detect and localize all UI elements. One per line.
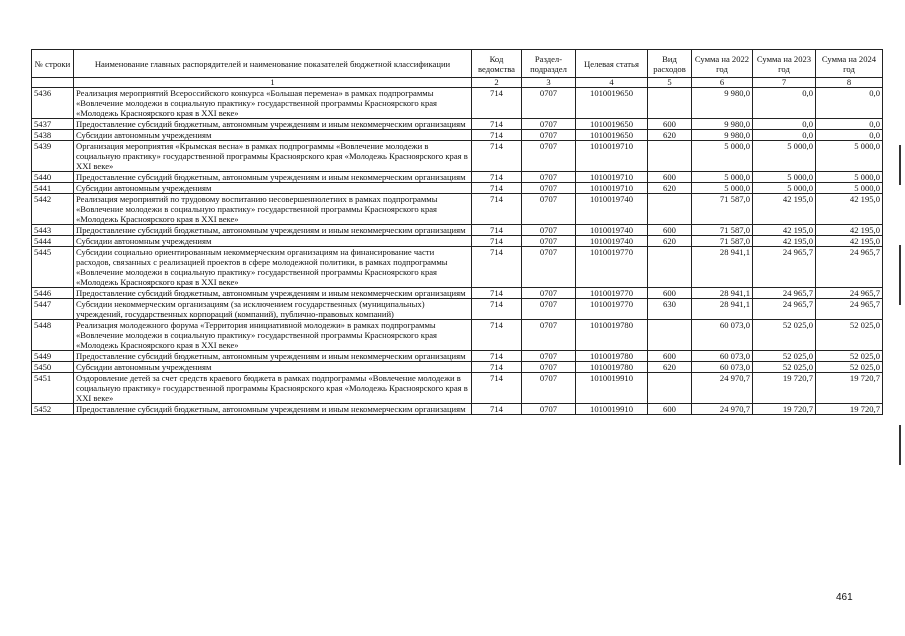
cell-sum-2024: 24 965,7 bbox=[816, 299, 883, 320]
header-row-number: № строки bbox=[32, 50, 74, 78]
cell-dept-code: 714 bbox=[472, 288, 522, 299]
cell-sum-2024: 52 025,0 bbox=[816, 351, 883, 362]
cell-sum-2023: 52 025,0 bbox=[753, 351, 816, 362]
cell-row-number: 5437 bbox=[32, 119, 74, 130]
cell-dept-code: 714 bbox=[472, 172, 522, 183]
cell-indicator-name: Реализация мероприятий по трудовому воспитанию несовершеннолетних в рамках подпрограммы «Вовлечение молодежи в социальную практику» государственной программы Красноярского края «Молодежь Красноярского края в XXI веке» bbox=[74, 194, 472, 225]
cell-section: 0707 bbox=[522, 373, 576, 404]
cell-expense-type: 600 bbox=[648, 119, 692, 130]
cell-sum-2023: 42 195,0 bbox=[753, 194, 816, 225]
cell-sum-2023: 42 195,0 bbox=[753, 225, 816, 236]
budget-table bbox=[31, 49, 883, 415]
cell-sum-2023: 24 965,7 bbox=[753, 247, 816, 288]
cell-indicator-name: Субсидии социально ориентированным некоммерческим организациям на финансирование части расходов, связанных с реализацией проектов в сфере молодежной политики, в рамках подпрограммы «Вовлечение молодежи в социальную практику» государственной программы Красноярского края «Молодежь Красноярского края в XXI веке» bbox=[74, 247, 472, 288]
cell-section: 0707 bbox=[522, 225, 576, 236]
cell-section: 0707 bbox=[522, 141, 576, 172]
cell-sum-2023: 5 000,0 bbox=[753, 141, 816, 172]
cell-sum-2023: 5 000,0 bbox=[753, 183, 816, 194]
cell-indicator-name: Оздоровление детей за счет средств краевого бюджета в рамках подпрограммы «Вовлечение молодежи в социальную практику» государственной программы Красноярского края «Молодежь Красноярского края в XXI веке» bbox=[74, 373, 472, 404]
cell-row-number: 5438 bbox=[32, 130, 74, 141]
cell-section: 0707 bbox=[522, 362, 576, 373]
column-number: 1 bbox=[74, 78, 472, 88]
header-target-article: Целевая статья bbox=[576, 50, 648, 78]
cell-sum-2023: 52 025,0 bbox=[753, 362, 816, 373]
table-row bbox=[32, 172, 883, 183]
cell-row-number: 5447 bbox=[32, 299, 74, 320]
cell-row-number: 5446 bbox=[32, 288, 74, 299]
cell-section: 0707 bbox=[522, 172, 576, 183]
cell-section: 0707 bbox=[522, 130, 576, 141]
cell-sum-2024: 5 000,0 bbox=[816, 183, 883, 194]
cell-sum-2022: 5 000,0 bbox=[692, 183, 753, 194]
page-number: 461 bbox=[836, 592, 853, 603]
cell-sum-2024: 0,0 bbox=[816, 119, 883, 130]
scan-margin-mark bbox=[899, 425, 901, 465]
table-row bbox=[32, 141, 883, 172]
cell-dept-code: 714 bbox=[472, 130, 522, 141]
cell-row-number: 5436 bbox=[32, 88, 74, 119]
cell-sum-2022: 28 941,1 bbox=[692, 247, 753, 288]
cell-section: 0707 bbox=[522, 288, 576, 299]
table-row bbox=[32, 225, 883, 236]
cell-dept-code: 714 bbox=[472, 362, 522, 373]
cell-section: 0707 bbox=[522, 194, 576, 225]
cell-dept-code: 714 bbox=[472, 404, 522, 415]
cell-expense-type: 600 bbox=[648, 351, 692, 362]
cell-indicator-name: Предоставление субсидий бюджетным, автономным учреждениям и иным некоммерческим организациям bbox=[74, 404, 472, 415]
column-number: 4 bbox=[576, 78, 648, 88]
header-section: Раздел-подраздел bbox=[522, 50, 576, 78]
table-row bbox=[32, 288, 883, 299]
table-row bbox=[32, 194, 883, 225]
cell-dept-code: 714 bbox=[472, 194, 522, 225]
column-number: 5 bbox=[648, 78, 692, 88]
cell-sum-2022: 24 970,7 bbox=[692, 404, 753, 415]
cell-dept-code: 714 bbox=[472, 141, 522, 172]
cell-expense-type: 600 bbox=[648, 225, 692, 236]
cell-target-article: 1010019650 bbox=[576, 130, 648, 141]
cell-sum-2024: 52 025,0 bbox=[816, 362, 883, 373]
cell-expense-type bbox=[648, 194, 692, 225]
cell-sum-2022: 71 587,0 bbox=[692, 225, 753, 236]
cell-indicator-name: Субсидии автономным учреждениям bbox=[74, 130, 472, 141]
cell-dept-code: 714 bbox=[472, 247, 522, 288]
cell-target-article: 1010019710 bbox=[576, 141, 648, 172]
cell-expense-type: 630 bbox=[648, 299, 692, 320]
cell-sum-2024: 19 720,7 bbox=[816, 373, 883, 404]
cell-sum-2022: 60 073,0 bbox=[692, 351, 753, 362]
cell-expense-type: 620 bbox=[648, 130, 692, 141]
scan-margin-mark bbox=[899, 145, 901, 185]
header-name: Наименование главных распорядителей и наименование показателей бюджетной классификации bbox=[74, 50, 472, 78]
cell-indicator-name: Предоставление субсидий бюджетным, автономным учреждениям и иным некоммерческим организациям bbox=[74, 225, 472, 236]
column-number: 2 bbox=[472, 78, 522, 88]
cell-section: 0707 bbox=[522, 88, 576, 119]
cell-row-number: 5445 bbox=[32, 247, 74, 288]
cell-target-article: 1010019770 bbox=[576, 288, 648, 299]
cell-expense-type: 600 bbox=[648, 172, 692, 183]
cell-expense-type: 620 bbox=[648, 183, 692, 194]
scan-margin-mark bbox=[899, 245, 901, 305]
cell-row-number: 5448 bbox=[32, 320, 74, 351]
table-row bbox=[32, 236, 883, 247]
cell-dept-code: 714 bbox=[472, 351, 522, 362]
cell-dept-code: 714 bbox=[472, 225, 522, 236]
cell-section: 0707 bbox=[522, 404, 576, 415]
cell-indicator-name: Субсидии автономным учреждениям bbox=[74, 236, 472, 247]
cell-sum-2023: 0,0 bbox=[753, 88, 816, 119]
cell-sum-2024: 42 195,0 bbox=[816, 194, 883, 225]
cell-indicator-name: Предоставление субсидий бюджетным, автономным учреждениям и иным некоммерческим организациям bbox=[74, 288, 472, 299]
cell-row-number: 5440 bbox=[32, 172, 74, 183]
cell-dept-code: 714 bbox=[472, 373, 522, 404]
cell-sum-2023: 19 720,7 bbox=[753, 373, 816, 404]
cell-sum-2022: 5 000,0 bbox=[692, 141, 753, 172]
column-number: 7 bbox=[753, 78, 816, 88]
cell-section: 0707 bbox=[522, 299, 576, 320]
cell-indicator-name: Предоставление субсидий бюджетным, автономным учреждениям и иным некоммерческим организациям bbox=[74, 172, 472, 183]
cell-sum-2024: 24 965,7 bbox=[816, 247, 883, 288]
cell-row-number: 5451 bbox=[32, 373, 74, 404]
cell-dept-code: 714 bbox=[472, 299, 522, 320]
cell-section: 0707 bbox=[522, 119, 576, 130]
cell-sum-2022: 60 073,0 bbox=[692, 320, 753, 351]
cell-dept-code: 714 bbox=[472, 183, 522, 194]
cell-row-number: 5450 bbox=[32, 362, 74, 373]
header-dept-code: Код ведомства bbox=[472, 50, 522, 78]
cell-indicator-name: Реализация молодежного форума «Территория инициативной молодежи» в рамках подпрограммы «Вовлечение молодежи в социальную практику» государственной программы Красноярского края «Молодежь Красноярского края в XXI веке» bbox=[74, 320, 472, 351]
cell-sum-2023: 19 720,7 bbox=[753, 404, 816, 415]
cell-section: 0707 bbox=[522, 183, 576, 194]
column-number: 6 bbox=[692, 78, 753, 88]
cell-sum-2024: 42 195,0 bbox=[816, 225, 883, 236]
table-row bbox=[32, 404, 883, 415]
cell-dept-code: 714 bbox=[472, 119, 522, 130]
cell-sum-2023: 24 965,7 bbox=[753, 288, 816, 299]
cell-section: 0707 bbox=[522, 320, 576, 351]
cell-sum-2023: 52 025,0 bbox=[753, 320, 816, 351]
cell-target-article: 1010019710 bbox=[576, 183, 648, 194]
cell-sum-2023: 0,0 bbox=[753, 119, 816, 130]
cell-expense-type bbox=[648, 88, 692, 119]
table-header bbox=[32, 50, 883, 88]
cell-target-article: 1010019780 bbox=[576, 351, 648, 362]
cell-sum-2024: 5 000,0 bbox=[816, 172, 883, 183]
cell-expense-type bbox=[648, 247, 692, 288]
cell-section: 0707 bbox=[522, 351, 576, 362]
cell-target-article: 1010019910 bbox=[576, 404, 648, 415]
cell-sum-2022: 60 073,0 bbox=[692, 362, 753, 373]
cell-target-article: 1010019770 bbox=[576, 299, 648, 320]
cell-target-article: 1010019650 bbox=[576, 88, 648, 119]
table-row bbox=[32, 299, 883, 320]
cell-sum-2023: 42 195,0 bbox=[753, 236, 816, 247]
cell-sum-2023: 5 000,0 bbox=[753, 172, 816, 183]
cell-section: 0707 bbox=[522, 247, 576, 288]
cell-indicator-name: Субсидии некоммерческим организациям (за исключением государственных (муниципальных) учреждений, государственных корпораций (компаний), публично-правовых компаний) bbox=[74, 299, 472, 320]
cell-indicator-name: Реализация мероприятий Всероссийского конкурса «Большая перемена» в рамках подпрограммы «Вовлечение молодежи в социальную практику» государственной программы Красноярского края «Молодежь Красноярского края в XXI веке» bbox=[74, 88, 472, 119]
cell-sum-2024: 0,0 bbox=[816, 88, 883, 119]
cell-sum-2022: 28 941,1 bbox=[692, 299, 753, 320]
cell-section: 0707 bbox=[522, 236, 576, 247]
cell-target-article: 1010019910 bbox=[576, 373, 648, 404]
table-row bbox=[32, 183, 883, 194]
table-row bbox=[32, 88, 883, 119]
table-row bbox=[32, 351, 883, 362]
cell-sum-2024: 19 720,7 bbox=[816, 404, 883, 415]
cell-sum-2024: 42 195,0 bbox=[816, 236, 883, 247]
cell-row-number: 5449 bbox=[32, 351, 74, 362]
cell-sum-2022: 9 980,0 bbox=[692, 88, 753, 119]
table-row bbox=[32, 362, 883, 373]
cell-sum-2023: 24 965,7 bbox=[753, 299, 816, 320]
cell-target-article: 1010019780 bbox=[576, 362, 648, 373]
table-row bbox=[32, 119, 883, 130]
cell-sum-2022: 5 000,0 bbox=[692, 172, 753, 183]
cell-target-article: 1010019740 bbox=[576, 236, 648, 247]
cell-sum-2022: 9 980,0 bbox=[692, 119, 753, 130]
cell-target-article: 1010019770 bbox=[576, 247, 648, 288]
cell-dept-code: 714 bbox=[472, 320, 522, 351]
cell-sum-2024: 0,0 bbox=[816, 130, 883, 141]
cell-indicator-name: Субсидии автономным учреждениям bbox=[74, 183, 472, 194]
table-row bbox=[32, 247, 883, 288]
column-number: 8 bbox=[816, 78, 883, 88]
cell-indicator-name: Субсидии автономным учреждениям bbox=[74, 362, 472, 373]
cell-sum-2022: 71 587,0 bbox=[692, 236, 753, 247]
cell-sum-2022: 24 970,7 bbox=[692, 373, 753, 404]
cell-sum-2024: 24 965,7 bbox=[816, 288, 883, 299]
cell-sum-2024: 52 025,0 bbox=[816, 320, 883, 351]
header-sum-2023: Сумма на 2023 год bbox=[753, 50, 816, 78]
cell-sum-2022: 28 941,1 bbox=[692, 288, 753, 299]
cell-dept-code: 714 bbox=[472, 88, 522, 119]
cell-expense-type: 620 bbox=[648, 362, 692, 373]
cell-indicator-name: Организация мероприятия «Крымская весна» в рамках подпрограммы «Вовлечение молодежи в социальную практику» государственной программы Красноярского края «Молодежь Красноярского края в XXI веке» bbox=[74, 141, 472, 172]
table-row bbox=[32, 320, 883, 351]
header-sum-2024: Сумма на 2024 год bbox=[816, 50, 883, 78]
cell-target-article: 1010019710 bbox=[576, 172, 648, 183]
cell-row-number: 5441 bbox=[32, 183, 74, 194]
cell-row-number: 5439 bbox=[32, 141, 74, 172]
column-number-row bbox=[32, 78, 883, 88]
cell-expense-type bbox=[648, 320, 692, 351]
cell-dept-code: 714 bbox=[472, 236, 522, 247]
cell-target-article: 1010019780 bbox=[576, 320, 648, 351]
cell-row-number: 5442 bbox=[32, 194, 74, 225]
cell-sum-2022: 9 980,0 bbox=[692, 130, 753, 141]
cell-target-article: 1010019650 bbox=[576, 119, 648, 130]
column-number bbox=[32, 78, 74, 88]
header-sum-2022: Сумма на 2022 год bbox=[692, 50, 753, 78]
cell-row-number: 5444 bbox=[32, 236, 74, 247]
table-body bbox=[32, 88, 883, 415]
cell-expense-type: 620 bbox=[648, 236, 692, 247]
cell-expense-type: 600 bbox=[648, 288, 692, 299]
cell-target-article: 1010019740 bbox=[576, 225, 648, 236]
cell-target-article: 1010019740 bbox=[576, 194, 648, 225]
cell-sum-2022: 71 587,0 bbox=[692, 194, 753, 225]
cell-row-number: 5443 bbox=[32, 225, 74, 236]
cell-sum-2023: 0,0 bbox=[753, 130, 816, 141]
cell-sum-2024: 5 000,0 bbox=[816, 141, 883, 172]
cell-indicator-name: Предоставление субсидий бюджетным, автономным учреждениям и иным некоммерческим организациям bbox=[74, 119, 472, 130]
header-expense-type: Вид расходов bbox=[648, 50, 692, 78]
table-row bbox=[32, 373, 883, 404]
cell-indicator-name: Предоставление субсидий бюджетным, автономным учреждениям и иным некоммерческим организациям bbox=[74, 351, 472, 362]
cell-expense-type bbox=[648, 141, 692, 172]
table-row bbox=[32, 130, 883, 141]
cell-row-number: 5452 bbox=[32, 404, 74, 415]
column-number: 3 bbox=[522, 78, 576, 88]
cell-expense-type: 600 bbox=[648, 404, 692, 415]
cell-expense-type bbox=[648, 373, 692, 404]
